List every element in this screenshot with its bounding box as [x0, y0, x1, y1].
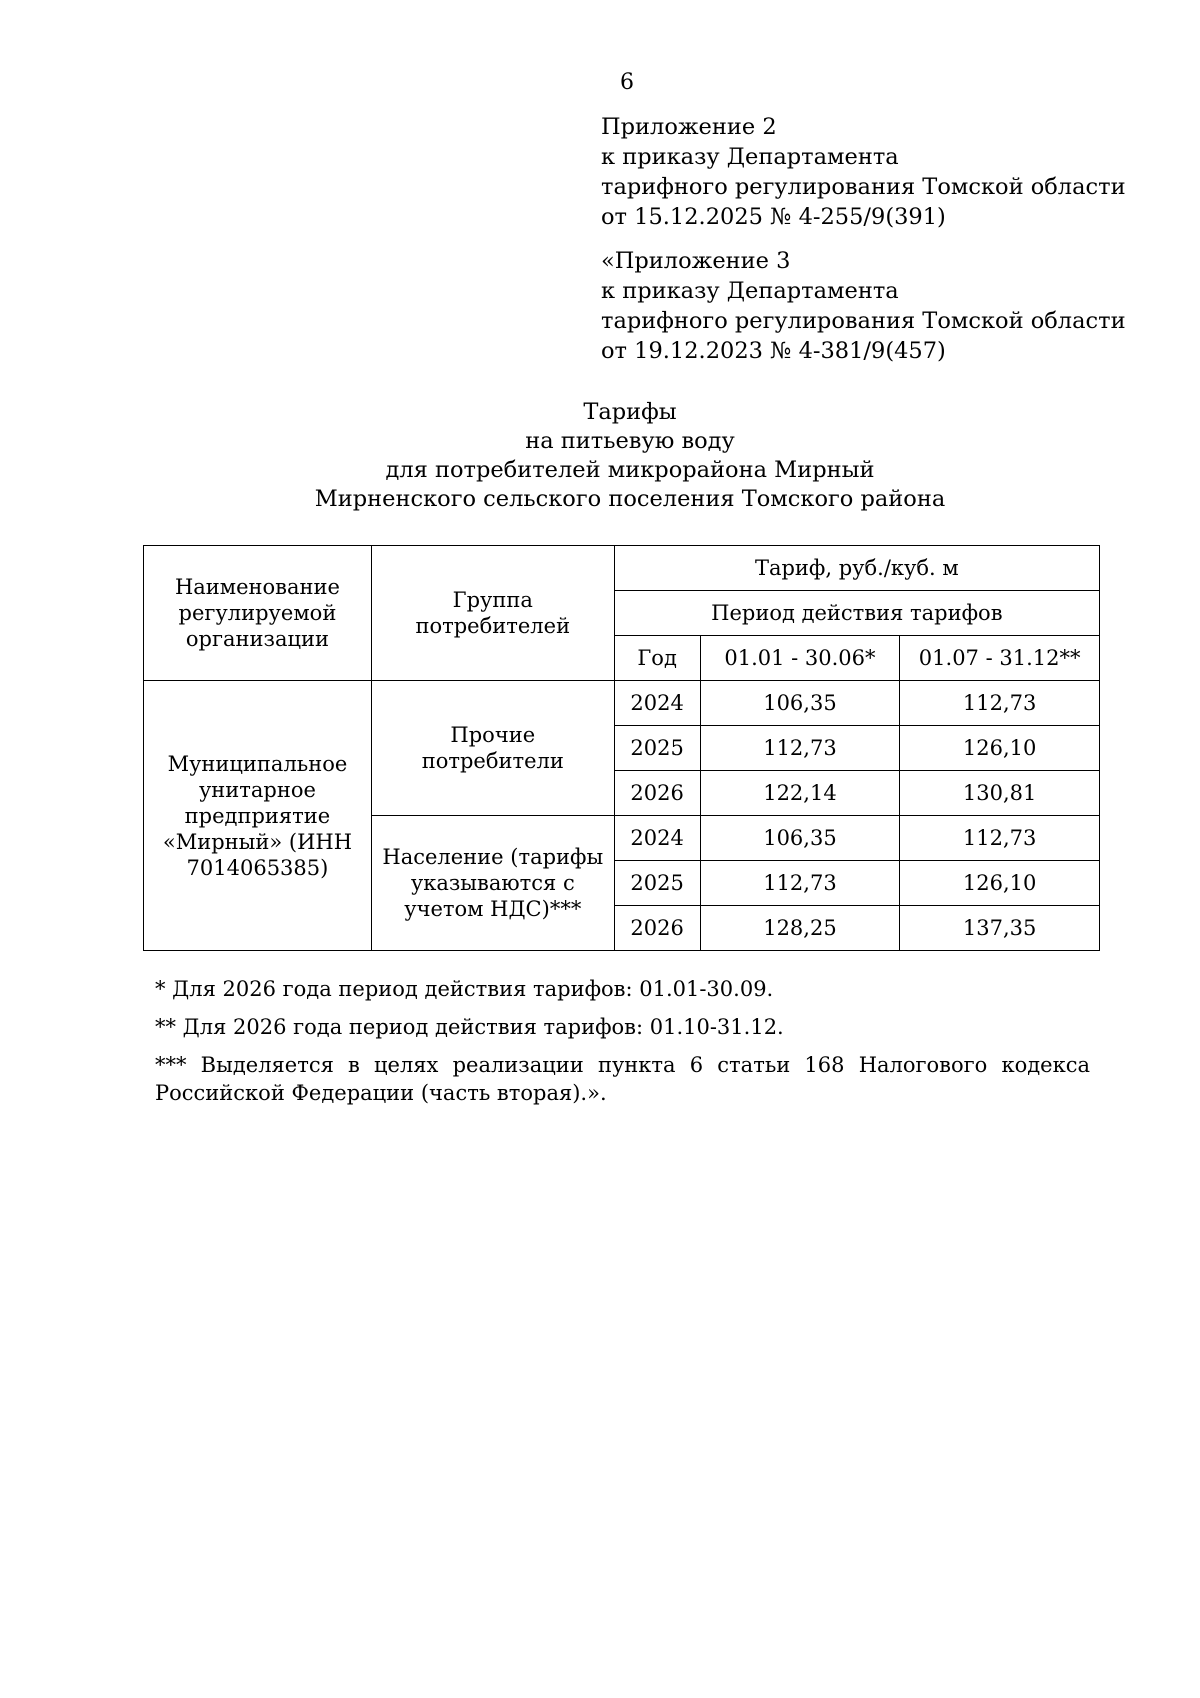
tariff-cell: 112,73 — [900, 816, 1100, 861]
year-cell: 2025 — [614, 861, 700, 906]
footnote: * Для 2026 года период действия тарифов: 01.01-30.09. — [155, 977, 774, 1001]
footnote: ** Для 2026 года период действия тарифов: 01.10-31.12. — [155, 1015, 784, 1039]
header-tariff: Тариф, руб./куб. м — [614, 546, 1099, 591]
tariff-table — [143, 545, 1100, 951]
year-cell: 2026 — [614, 771, 700, 816]
organization-cell: Муниципальное унитарное предприятие «Мирный» (ИНН 7014065385) — [144, 681, 372, 951]
tariff-cell: 122,14 — [700, 771, 900, 816]
tariff-cell: 106,35 — [700, 816, 900, 861]
footnote: *** Выделяется в целях реализации пункта 6 статьи 168 Налогового кодекса Российской Федерации (часть вторая).». — [155, 1053, 1090, 1105]
annex-line: к приказу Департамента — [601, 278, 899, 304]
annex-line: от 15.12.2025 № 4-255/9(391) — [601, 204, 946, 230]
table-row — [144, 681, 1100, 726]
header-year: Год — [614, 636, 700, 681]
title-line: Мирненского сельского поселения Томского района — [314, 486, 946, 512]
page-number: 6 — [620, 70, 634, 95]
header-half2: 01.07 - 31.12** — [900, 636, 1100, 681]
tariff-cell: 137,35 — [900, 906, 1100, 951]
year-cell: 2024 — [614, 681, 700, 726]
year-cell: 2025 — [614, 726, 700, 771]
tariff-cell: 112,73 — [700, 726, 900, 771]
title-line: на питьевую воду — [525, 428, 735, 454]
group-cell: Население (тарифы указываются с учетом НДС)*** — [371, 816, 614, 951]
header-period: Период действия тарифов — [614, 591, 1099, 636]
header-organization: Наименование регулируемой организации — [144, 546, 372, 681]
title-line: Тарифы — [583, 399, 677, 425]
tariff-cell: 128,25 — [700, 906, 900, 951]
tariff-cell: 130,81 — [900, 771, 1100, 816]
tariff-cell: 106,35 — [700, 681, 900, 726]
group-cell: Прочие потребители — [371, 681, 614, 816]
annex-line: к приказу Департамента — [601, 144, 899, 170]
annex-line: тарифного регулирования Томской области — [601, 308, 1126, 334]
title-line: для потребителей микрорайона Мирный — [385, 457, 875, 483]
footnotes — [155, 975, 1090, 1117]
annex-header-amended — [601, 246, 1126, 366]
annex-line: «Приложение 3 — [601, 248, 791, 274]
annex-line: от 19.12.2023 № 4-381/9(457) — [601, 338, 946, 364]
annex-header-current — [601, 112, 1126, 232]
annex-line: тарифного регулирования Томской области — [601, 174, 1126, 200]
document-title — [0, 398, 1200, 514]
year-cell: 2024 — [614, 816, 700, 861]
tariff-cell: 112,73 — [900, 681, 1100, 726]
year-cell: 2026 — [614, 906, 700, 951]
tariff-cell: 126,10 — [900, 726, 1100, 771]
tariff-cell: 126,10 — [900, 861, 1100, 906]
tariff-cell: 112,73 — [700, 861, 900, 906]
annex-line: Приложение 2 — [601, 114, 777, 140]
header-group: Группа потребителей — [371, 546, 614, 681]
header-half1: 01.01 - 30.06* — [700, 636, 900, 681]
